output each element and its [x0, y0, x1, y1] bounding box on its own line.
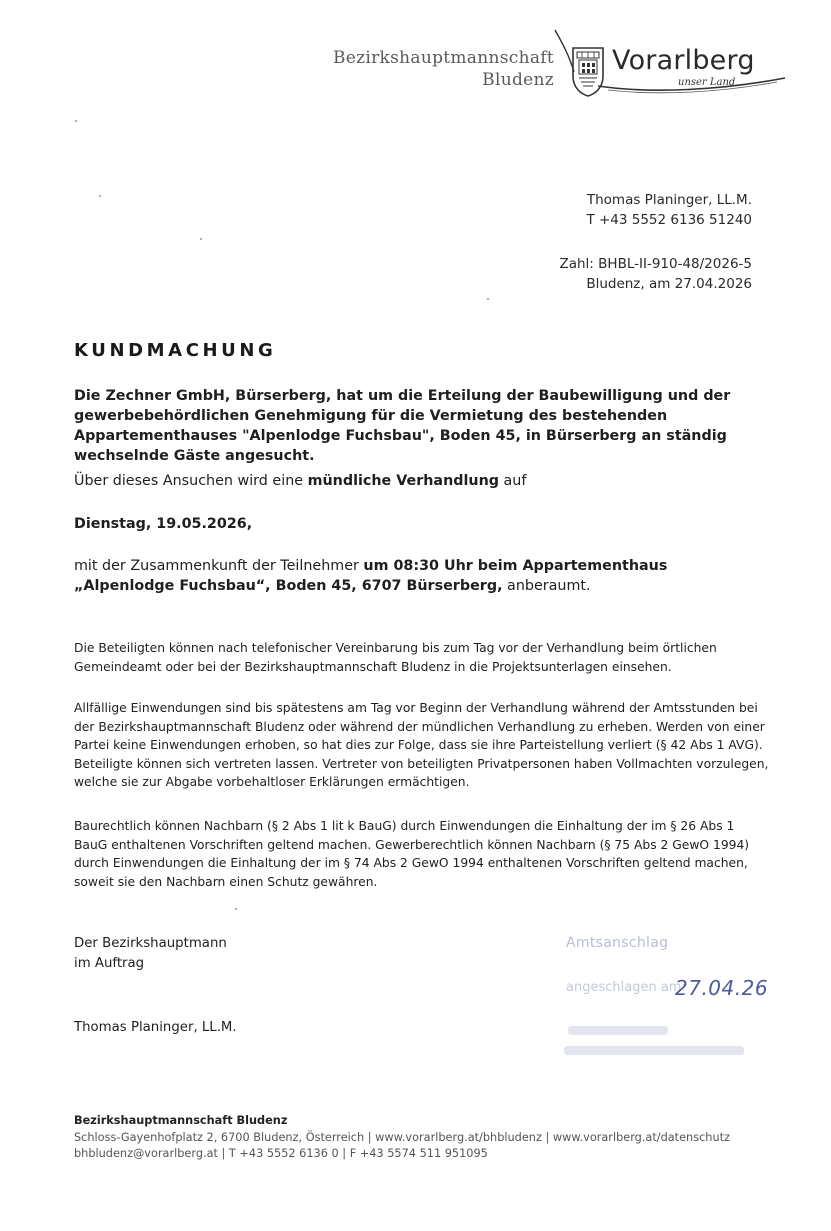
inspection-paragraph: Die Beteiligten können nach telefonischer Vereinbarung bis zum Tag vor der Verhandlung beim örtlichen Gemeindeamt oder bei der Bezirkshauptmannschaft Bludenz in die Projektsunterlagen einsehen. [74, 641, 717, 674]
hearing-sentence [74, 471, 764, 491]
signature-name: Thomas Planinger, LL.M. [74, 1020, 237, 1035]
stamp-posted-label: angeschlagen am: [566, 980, 686, 995]
authority-name-line1: Bezirkshauptmannschaft [332, 48, 554, 68]
posting-stamp [562, 930, 769, 1070]
signature-role-line2: im Auftrag [74, 956, 145, 971]
footer-title: Bezirkshauptmannschaft Bludenz [74, 1114, 288, 1127]
footer-address: Schloss-Gayenhofplatz 2, 6700 Bludenz, Österreich | www.vorarlberg.at/bhbludenz | www.vorarlberg.at/datenschutz [74, 1130, 730, 1144]
hearing-sentence-start: Über dieses Ansuchen wird eine [74, 473, 308, 489]
intro-paragraph: Die Zechner GmbH, Bürserberg, hat um die Erteilung der Baubewilligung und der gewerbebehördlichen Genehmigung für die Vermietung des bestehenden Appartementhauses "Alpenlodge Fuchsbau", Boden 45, in Bürserberg an ständig wechselnde Gäste angesucht. [74, 388, 731, 464]
scan-speck [200, 238, 202, 240]
neighbours-paragraph: Baurechtlich können Nachbarn (§ 2 Abs 1 lit k BauG) durch Einwendungen die Einhaltung der im § 26 Abs 1 BauG enthaltenen Vorschriften geltend machen. Gewerberechtlich können Nachbarn (§ 75 Abs 2 GewO 1994) durch Einwendungen die Einhaltung der im § 74 Abs 2 GewO 1994 enthaltenen Vorschriften geltend machen, soweit sie den Nachbarn einen Schutz gewähren. [74, 819, 750, 889]
reference-number: Zahl: BHBL-II-910-48/2026-5 [559, 256, 752, 272]
footer-contact: bhbludenz@vorarlberg.at | T +43 5552 6136 0 | F +43 5574 511 951095 [74, 1147, 488, 1160]
stamp-faded-line [568, 1026, 668, 1035]
coat-of-arms-icon [571, 46, 605, 98]
scan-speck [75, 120, 77, 122]
signature-role [74, 934, 227, 974]
stamp-label: Amtsanschlag [566, 935, 669, 951]
scan-speck [235, 908, 237, 910]
state-logo-name: Vorarlberg [612, 45, 755, 76]
meeting-sentence [74, 556, 764, 596]
sender-block [586, 190, 752, 230]
footer [74, 1113, 730, 1163]
state-logo [612, 45, 755, 88]
stamp-faded-line [564, 1046, 744, 1055]
signature-role-line1: Der Bezirkshauptmann [74, 936, 227, 951]
scan-speck [99, 195, 101, 197]
objections-paragraph: Allfällige Einwendungen sind bis spätestens am Tag vor Beginn der Verhandlung während der Amtsstunden bei der Bezirkshauptmannschaft Bludenz oder während der mündlichen Verhandlung zu erheben. Werden von einer Partei keine Einwendungen erhoben, so hat dies zur Folge, dass sie ihre Parteistellung verliert (§ 42 Abs 1 AVG). Beteiligte können sich vertreten lassen. Vertreter von beteiligten Privatpersonen haben Vollmachten vorzulegen, welche sie zur Abgabe vorbehaltloser Erklärungen ermächtigen. [74, 701, 769, 789]
meeting-sentence-end: anberaumt. [502, 578, 591, 594]
hearing-date: Dienstag, 19.05.2026, [74, 516, 253, 532]
reference-block [559, 254, 752, 294]
scan-speck [487, 298, 489, 300]
hearing-sentence-end: auf [498, 473, 527, 489]
sender-phone: T +43 5552 6136 51240 [586, 212, 752, 228]
authority-name [333, 47, 554, 91]
stamp-handwritten-date: 27.04.26 [675, 976, 769, 1000]
meeting-time-location: um 08:30 Uhr beim Appartementhaus „Alpenlodge Fuchsbau“, Boden 45, 6707 Bürserberg, [74, 558, 668, 594]
sender-name: Thomas Planinger, LL.M. [586, 192, 752, 208]
meeting-sentence-start: mit der Zusammenkunft der Teilnehmer [74, 558, 364, 574]
document-title: KUNDMACHUNG [74, 340, 277, 361]
place-date: Bludenz, am 27.04.2026 [586, 276, 752, 292]
authority-name-line2: Bludenz [482, 70, 554, 90]
state-logo-slogan: unser Land [678, 77, 736, 88]
hearing-type: mündliche Verhandlung [307, 473, 499, 489]
